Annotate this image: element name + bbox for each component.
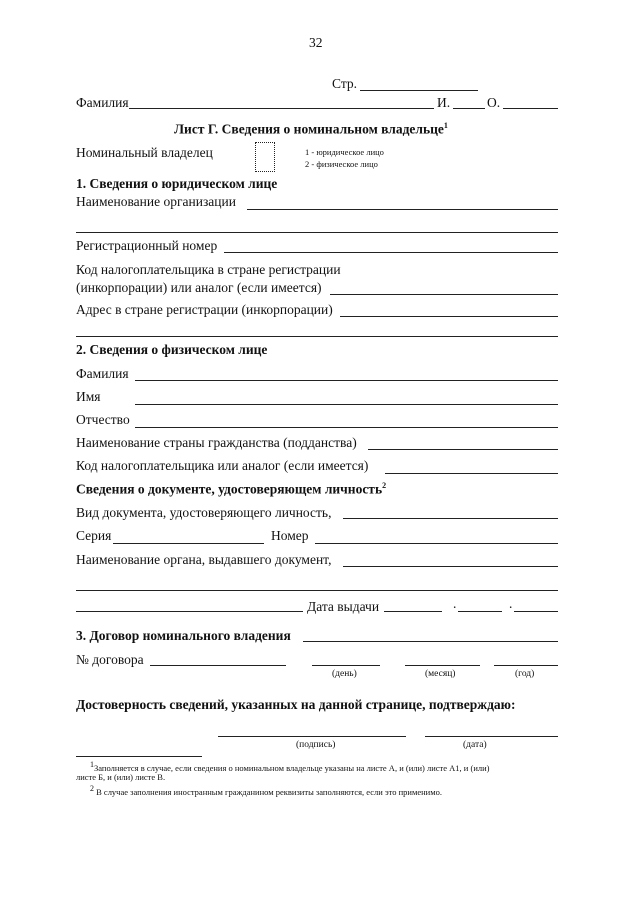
footnote-2-text: В случае заполнения иностранным гражданином реквизиты заполняются, если это применимо. bbox=[96, 786, 442, 797]
address-label: Адрес в стране регистрации (инкорпорации) bbox=[76, 302, 333, 317]
reg-number-field[interactable] bbox=[224, 252, 558, 253]
person-tax-code-label: Код налогоплательщика или аналог (если имеется) bbox=[76, 458, 369, 473]
person-surname-field[interactable] bbox=[135, 380, 558, 381]
footnote-2-mark: 2 bbox=[90, 784, 94, 793]
footnote-1-mark: 1 bbox=[90, 760, 94, 769]
series-label: Серия bbox=[76, 528, 112, 543]
tax-code-label-2: (инкорпорации) или аналог (если имеется) bbox=[76, 280, 322, 295]
owner-label: Номинальный владелец bbox=[76, 145, 213, 160]
org-name-label: Наименование организации bbox=[76, 194, 236, 209]
contract-day-field[interactable] bbox=[312, 665, 380, 666]
org-name-field[interactable] bbox=[247, 209, 558, 210]
page-label: Стр. bbox=[332, 76, 358, 91]
id-document-heading-text: Сведения о документе, удостоверяющем личность bbox=[76, 481, 383, 497]
contract-month-field[interactable] bbox=[405, 665, 480, 666]
initial-i-label: И. bbox=[437, 95, 451, 110]
citizenship-field[interactable] bbox=[368, 449, 558, 450]
patronymic-label: Отчество bbox=[76, 412, 130, 427]
owner-type-box[interactable] bbox=[255, 142, 275, 172]
issuer-label: Наименование органа, выдавшего документ, bbox=[76, 552, 332, 567]
issue-day-field[interactable] bbox=[384, 611, 442, 612]
footnote-1-line-2: листе Б, и (или) листе В. bbox=[76, 772, 166, 782]
patronymic-field[interactable] bbox=[135, 427, 558, 428]
section1-heading: 1. Сведения о юридическом лице bbox=[76, 176, 278, 191]
issuer-field-3[interactable] bbox=[76, 611, 303, 612]
number-label: Номер bbox=[271, 528, 309, 543]
date-separator-2: . bbox=[509, 596, 513, 611]
page-field[interactable] bbox=[360, 90, 478, 91]
year-caption: (год) bbox=[515, 669, 535, 679]
contract-number-label: № договора bbox=[76, 652, 144, 667]
date-separator-1: . bbox=[453, 596, 457, 611]
initial-o-label: О. bbox=[487, 95, 501, 110]
footnote-ref-2: 2 bbox=[382, 481, 387, 490]
sheet-title-text: Лист Г. Сведения о номинальном владельце bbox=[174, 121, 444, 137]
sheet-title bbox=[174, 121, 448, 138]
person-surname-label: Фамилия bbox=[76, 366, 129, 381]
series-field[interactable] bbox=[113, 543, 264, 544]
contract-number-field[interactable] bbox=[150, 665, 286, 666]
page-number: 32 bbox=[309, 35, 323, 50]
person-name-field[interactable] bbox=[135, 404, 558, 405]
sign-date-caption: (дата) bbox=[463, 740, 487, 750]
signature-caption: (подпись) bbox=[296, 740, 336, 750]
contract-year-field[interactable] bbox=[494, 665, 558, 666]
issue-year-field[interactable] bbox=[514, 611, 558, 612]
id-document-heading bbox=[76, 481, 386, 498]
number-field[interactable] bbox=[315, 543, 558, 544]
sign-date-field[interactable] bbox=[425, 736, 558, 737]
signature-field[interactable] bbox=[218, 736, 406, 737]
day-caption: (день) bbox=[332, 669, 357, 679]
doc-type-field[interactable] bbox=[343, 518, 558, 519]
initial-o-field[interactable] bbox=[503, 108, 558, 109]
owner-option-2: 2 - физическое лицо bbox=[305, 159, 378, 169]
owner-option-1: 1 - юридическое лицо bbox=[305, 147, 384, 157]
footnote-ref-1: 1 bbox=[443, 121, 448, 130]
tax-code-label-1: Код налогоплательщика в стране регистрации bbox=[76, 262, 341, 277]
surname-label: Фамилия bbox=[76, 95, 129, 110]
legal-tax-code-field[interactable] bbox=[330, 294, 558, 295]
surname-field[interactable] bbox=[129, 108, 434, 109]
person-tax-code-field[interactable] bbox=[385, 473, 558, 474]
footnote-1-line-1: Заполняется в случае, если сведения о номинальном владельце указаны на листе А, и (или) листе А1, и (или) bbox=[94, 762, 490, 773]
month-caption: (месяц) bbox=[425, 669, 456, 679]
issue-date-label: Дата выдачи bbox=[307, 599, 380, 614]
section3-heading: 3. Договор номинального владения bbox=[76, 628, 291, 643]
org-name-field-2[interactable] bbox=[76, 232, 558, 233]
issuer-field-2[interactable] bbox=[76, 590, 558, 591]
citizenship-label: Наименование страны гражданства (подданства) bbox=[76, 435, 357, 450]
person-name-label: Имя bbox=[76, 389, 101, 404]
footnote-2 bbox=[90, 783, 442, 798]
footnote-divider bbox=[76, 756, 202, 757]
section2-heading: 2. Сведения о физическом лице bbox=[76, 342, 268, 357]
address-field-2[interactable] bbox=[76, 336, 558, 337]
issuer-field[interactable] bbox=[343, 566, 558, 567]
doc-type-label: Вид документа, удостоверяющего личность, bbox=[76, 505, 332, 520]
issue-month-field[interactable] bbox=[458, 611, 502, 612]
reg-number-label: Регистрационный номер bbox=[76, 238, 218, 253]
address-field[interactable] bbox=[340, 316, 558, 317]
initial-i-field[interactable] bbox=[453, 108, 485, 109]
confirm-statement: Достоверность сведений, указанных на данной странице, подтверждаю: bbox=[76, 697, 516, 712]
contract-field[interactable] bbox=[303, 641, 558, 642]
